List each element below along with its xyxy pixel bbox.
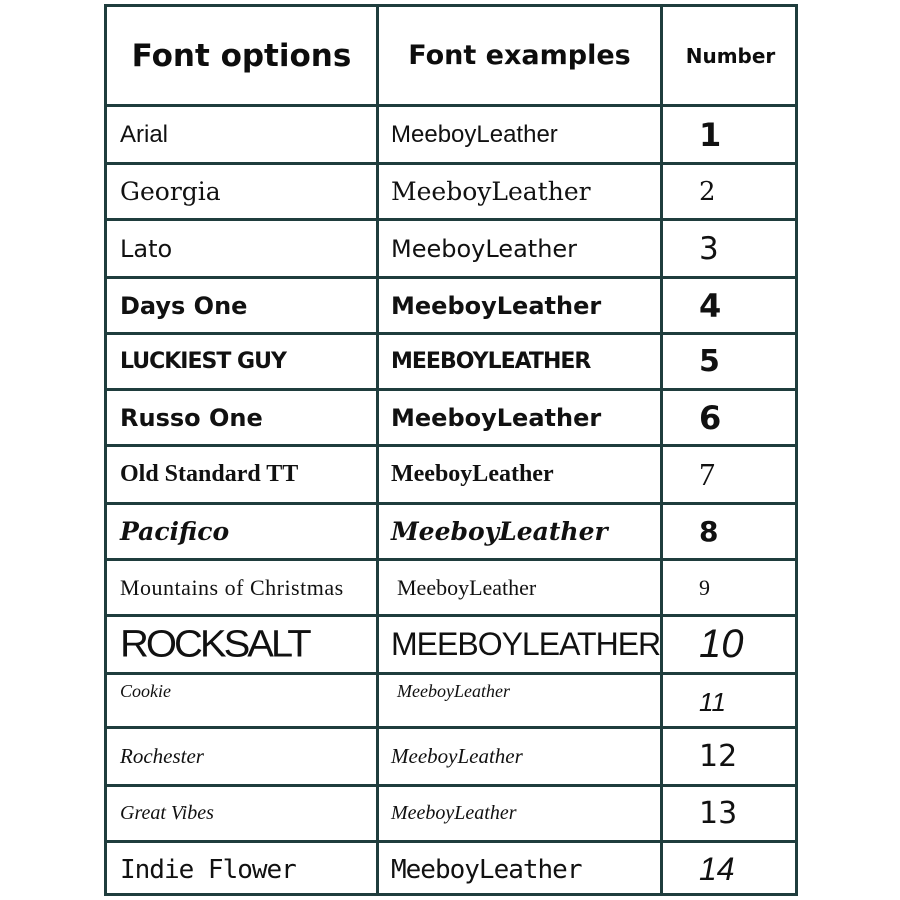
header-font-examples: Font examples — [408, 40, 631, 71]
font-number-cell: 9 — [699, 574, 710, 600]
font-number-cell: 4 — [699, 286, 722, 325]
font-option-cell: Lato — [120, 234, 173, 263]
font-number-cell: 7 — [699, 456, 715, 492]
font-example-cell: MeeboyLeather — [391, 120, 558, 148]
font-example-cell: MeeboyLeather — [391, 802, 517, 824]
font-example-cell: MeeboyLeather — [391, 291, 602, 320]
font-number-cell: 1 — [699, 115, 722, 154]
font-example-cell: MeeboyLeather — [391, 234, 578, 263]
font-option-cell: ROCKSALT — [120, 623, 309, 665]
font-example-cell: MeeboyLeather — [391, 403, 602, 432]
font-example-cell: MeeboyLeather — [391, 177, 591, 206]
font-option-cell: Arial — [120, 120, 169, 148]
font-example-cell: MeeboyLeather — [397, 574, 537, 600]
header-font-options: Font options — [131, 37, 352, 74]
font-number-cell: 13 — [699, 796, 738, 831]
font-option-cell: Days One — [120, 291, 248, 320]
font-option-cell: Cookie — [120, 681, 171, 701]
font-example-cell: MeeboyLeather — [391, 517, 608, 546]
font-option-cell: Indie Flower — [120, 854, 296, 885]
font-example-cell: MeeboyLeather — [391, 461, 554, 487]
font-option-cell: Great Vibes — [120, 802, 214, 824]
font-option-cell: Old Standard TT — [120, 461, 299, 487]
font-example-cell: MEEBOYLEATHER — [391, 626, 660, 662]
font-example-cell: MeeboyLeather — [397, 681, 510, 701]
font-example-cell: MeeboyLeather — [391, 744, 523, 768]
font-option-cell: LUCKIEST GUY — [120, 349, 286, 374]
font-options-table — [104, 4, 798, 896]
font-number-cell: 6 — [699, 398, 722, 437]
font-option-cell: Georgia — [120, 177, 221, 206]
font-number-cell: 8 — [699, 515, 719, 548]
font-number-cell: 12 — [699, 739, 738, 774]
font-option-cell: Rochester — [120, 744, 204, 768]
font-option-cell: Russo One — [120, 403, 263, 432]
font-example-cell: MeeboyLeather — [391, 854, 582, 885]
font-number-cell: 5 — [699, 344, 720, 379]
font-number-cell: 10 — [699, 622, 744, 666]
font-number-cell: 3 — [699, 230, 719, 267]
font-number-cell: 2 — [699, 176, 716, 207]
header-number: Number — [685, 43, 776, 68]
font-number-cell: 14 — [699, 851, 735, 887]
grid-row-line — [104, 4, 798, 7]
font-example-cell: MEEBOYLEATHER — [391, 349, 591, 374]
font-number-cell: 11 — [699, 687, 726, 717]
font-option-cell: Pacifico — [120, 517, 230, 546]
font-option-cell: Mountains of Christmas — [120, 574, 344, 600]
